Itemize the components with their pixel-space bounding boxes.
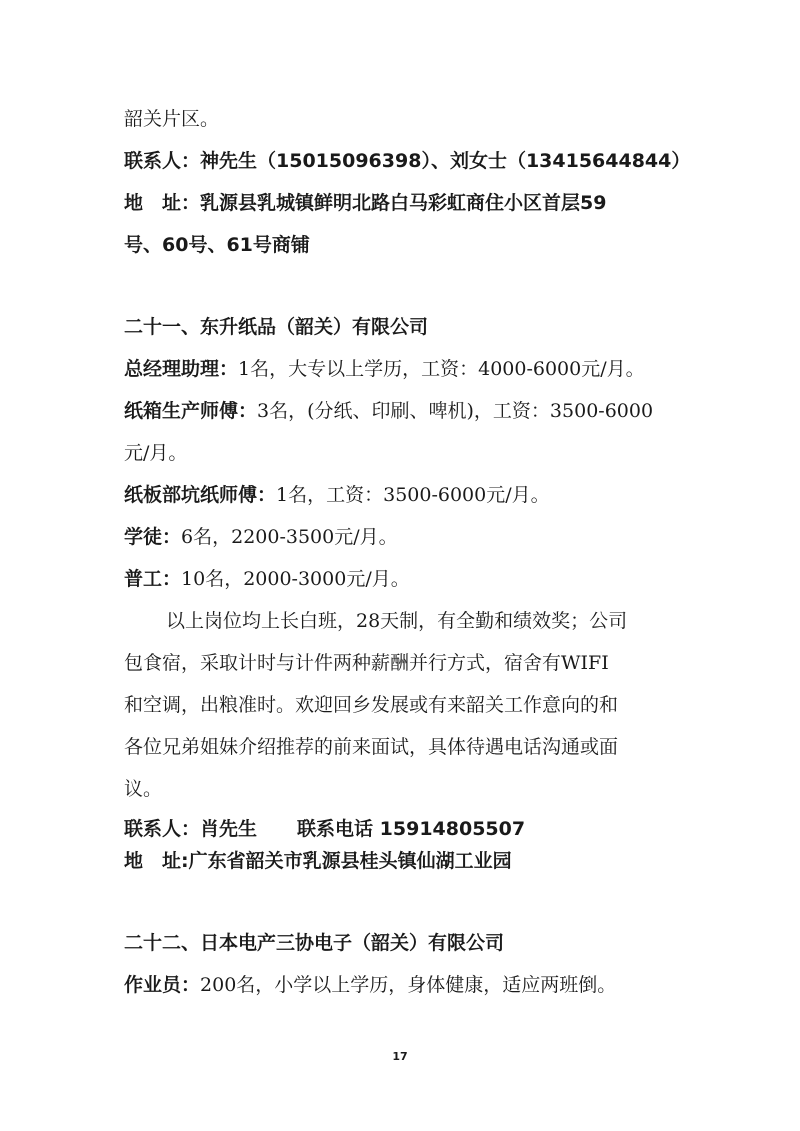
address-line: [124, 190, 684, 216]
description-line: 各位兄弟姐妹介绍推荐的前来面试，具体待遇电话沟通或面: [124, 736, 619, 758]
address-value-continued: 号、60号、61号商铺: [124, 234, 310, 256]
text-line: [124, 106, 684, 132]
address-label: 地 址:: [124, 850, 189, 872]
job-label: 总经理助理：: [124, 358, 239, 380]
address-label: 地 址：: [124, 192, 201, 214]
job-label: 普工：: [124, 568, 182, 590]
company-21-title: [124, 314, 684, 340]
contact-label: 联系人：: [124, 150, 201, 172]
description-line: 以上岗位均上长白班，28天制，有全勤和绩效奖；公司: [166, 610, 628, 632]
region-text: 韶关片区。: [124, 108, 220, 130]
address-value: 广东省韶关市乳源县桂头镇仙湖工业园: [188, 850, 512, 872]
job-line: [124, 524, 684, 550]
job-label: 作业员：: [124, 974, 201, 996]
contact-name: 肖先生: [200, 818, 258, 840]
phone-value: 15914805507: [379, 818, 526, 840]
description-line: 议。: [124, 778, 163, 800]
job-line: [124, 356, 684, 382]
address-line-continued: [124, 232, 684, 258]
contact-label: 联系人：: [124, 818, 201, 840]
contact-line: [124, 148, 691, 174]
job-label: 纸板部坑纸师傅：: [124, 484, 277, 506]
description-line: 包食宿，采取计时与计件两种薪酬并行方式，宿舍有WIFI: [124, 652, 609, 674]
job-line: [124, 398, 684, 424]
job-line-continued: [124, 440, 684, 466]
job-text: 200名，小学以上学历，身体健康，适应两班倒。: [200, 974, 617, 996]
address-value: 乳源县乳城镇鲜明北路白马彩虹商住小区首层59: [200, 192, 607, 214]
job-line: [124, 566, 684, 592]
job-line: [124, 972, 684, 998]
company-title: 二十二、日本电产三协电子（韶关）有限公司: [124, 932, 505, 954]
description-line: 和空调，出粮准时。欢迎回乡发展或有来韶关工作意向的和: [124, 694, 619, 716]
contact-line: [124, 816, 684, 842]
job-text: 1名，工资：3500-6000元/月。: [276, 484, 550, 506]
job-line: [124, 482, 684, 508]
job-text: 3名，(分纸、印刷、啤机)，工资：3500-6000: [257, 400, 654, 422]
job-text: 6名，2200-3500元/月。: [181, 526, 398, 548]
job-label: 纸箱生产师傅：: [124, 400, 258, 422]
phone-label: 联系电话: [297, 818, 374, 840]
company-22-title: [124, 930, 684, 956]
job-text-continued: 元/月。: [124, 442, 188, 464]
job-text: 10名，2000-3000元/月。: [181, 568, 410, 590]
contact-value: 神先生（15015096398）、刘女士（13415644844）: [200, 150, 691, 172]
page-number: 17: [392, 1050, 408, 1063]
company-title: 二十一、东升纸品（韶关）有限公司: [124, 316, 429, 338]
job-label: 学徒：: [124, 526, 182, 548]
job-text: 1名，大专以上学历，工资：4000-6000元/月。: [238, 358, 645, 380]
address-line: [124, 848, 684, 874]
